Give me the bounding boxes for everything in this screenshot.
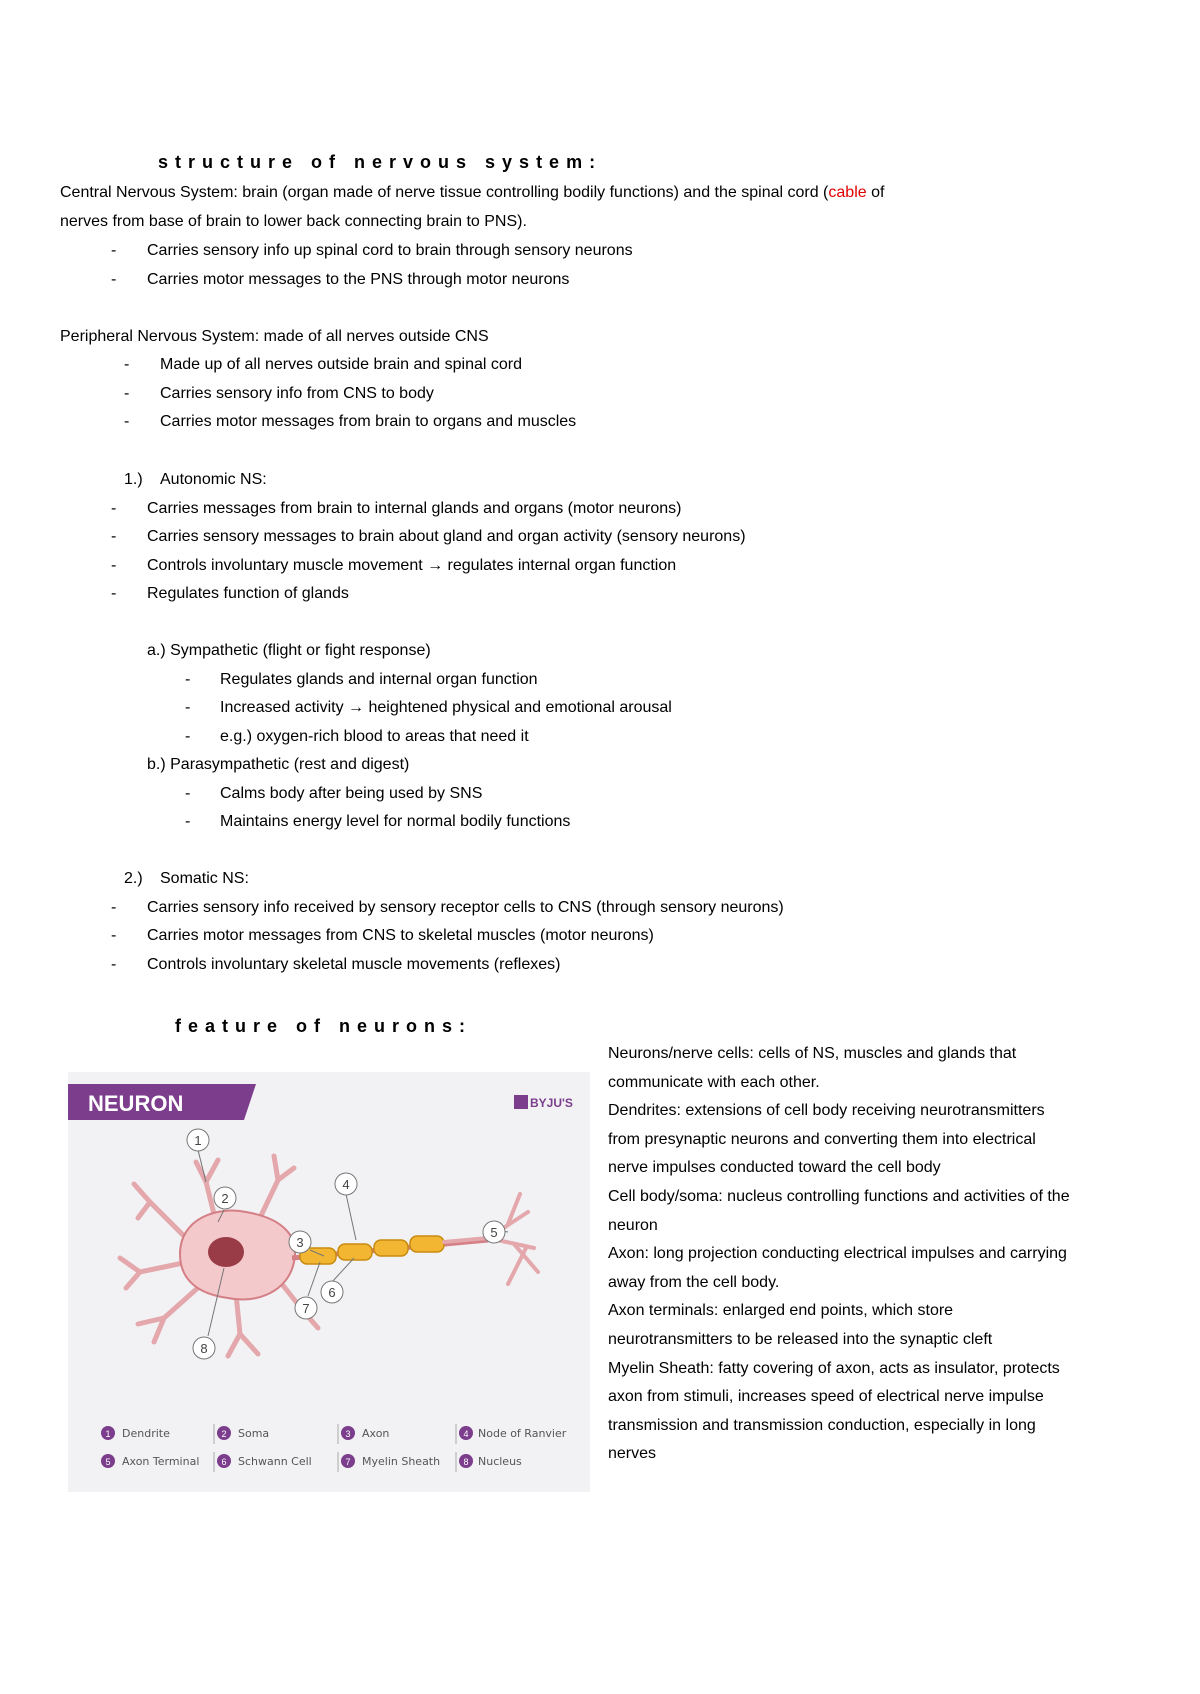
somatic-bullet-3: Controls involuntary skeletal muscle movements (reflexes) — [147, 956, 561, 973]
pns-title: Peripheral Nervous System: made of all nerves outside CNS — [60, 328, 489, 345]
somatic-bullet-2: Carries motor messages from CNS to skeletal muscles (motor neurons) — [147, 927, 654, 944]
bullet-dash: - — [111, 557, 117, 574]
legend — [101, 1424, 567, 1472]
pns-bullet-1: Made up of all nerves outside brain and spinal cord — [160, 356, 522, 373]
pns-bullet-2: Carries sensory info from CNS to body — [160, 385, 434, 402]
cns-line-1 — [60, 183, 884, 203]
autonomic-bullet-3: Controls involuntary muscle movement → regulates internal organ function — [147, 557, 677, 574]
section-heading-neurons: feature of neurons: — [175, 1016, 473, 1036]
svg-text:Nucleus: Nucleus — [478, 1455, 522, 1468]
svg-text:3: 3 — [345, 1429, 351, 1439]
definition-cell-body: Cell body/soma: nucleus controlling functions and activities of the neuron — [608, 1187, 1070, 1234]
somatic-number: 2.) — [124, 870, 143, 887]
bullet-dash: - — [111, 927, 117, 944]
definition-dendrites: Dendrites: extensions of cell body receiving neurotransmitters from presynaptic neurons and converting them into electrical nerve impulses conducted toward the cell body — [608, 1102, 1045, 1177]
svg-text:Axon Terminal: Axon Terminal — [122, 1455, 200, 1468]
bullet-dash: - — [111, 585, 117, 602]
neuron-diagram — [68, 1072, 590, 1492]
autonomic-title: Autonomic NS: — [160, 471, 267, 488]
autonomic-bullet-1: Carries messages from brain to internal glands and organs (motor neurons) — [147, 500, 682, 517]
legend-item-2 — [217, 1426, 269, 1440]
parasympathetic-bullet-1: Calms body after being used by SNS — [220, 785, 483, 802]
definition-myelin-sheath: Myelin Sheath: fatty covering of axon, acts as insulator, protects axon from stimuli, increases speed of electrical nerve impulse transmission and transmission conduction, especially in long nerves — [608, 1359, 1060, 1463]
myelin-sheath — [300, 1236, 444, 1264]
callout-1: 1 — [194, 1133, 202, 1148]
legend-item-8 — [459, 1454, 522, 1468]
cns-text-pre: Central Nervous System: brain (organ made of nerve tissue controlling bodily functions) and the spinal cord ( — [60, 184, 829, 201]
legend-item-7 — [341, 1454, 440, 1468]
bullet-dash: - — [185, 728, 191, 745]
callout-4: 4 — [342, 1177, 350, 1192]
cns-line-2: nerves from base of brain to lower back connecting brain to PNS). — [60, 213, 527, 230]
svg-text:5: 5 — [105, 1457, 111, 1467]
bullet-dash: - — [185, 699, 191, 716]
autonomic-bullet-4: Regulates function of glands — [147, 585, 349, 602]
bullet-dash: - — [185, 671, 191, 688]
bullet-dash: - — [124, 356, 130, 373]
sympathetic-bullet-1: Regulates glands and internal organ function — [220, 671, 538, 688]
svg-text:Myelin Sheath: Myelin Sheath — [362, 1455, 441, 1468]
section-heading-structure: structure of nervous system: — [158, 152, 603, 172]
somatic-title: Somatic NS: — [160, 870, 249, 887]
svg-text:Dendrite: Dendrite — [122, 1427, 170, 1440]
brand-logo-text: BYJU'S — [530, 1096, 573, 1110]
legend-item-6 — [217, 1454, 312, 1468]
svg-text:Schwann Cell: Schwann Cell — [238, 1455, 312, 1468]
autonomic-bullet-2: Carries sensory messages to brain about gland and organ activity (sensory neurons) — [147, 528, 746, 545]
callout-8: 8 — [200, 1341, 208, 1356]
parasympathetic-title: b.) Parasympathetic (rest and digest) — [147, 756, 410, 773]
sympathetic-title: a.) Sympathetic (flight or fight response) — [147, 642, 431, 659]
banner-title: NEURON — [88, 1091, 184, 1116]
svg-text:Axon: Axon — [362, 1427, 390, 1440]
bullet-dash: - — [111, 271, 117, 288]
legend-item-1 — [101, 1426, 170, 1440]
bullet-dash: - — [111, 500, 117, 517]
callout-6: 6 — [328, 1285, 336, 1300]
somatic-bullet-1: Carries sensory info received by sensory receptor cells to CNS (through sensory neurons) — [147, 899, 784, 916]
svg-text:4: 4 — [463, 1429, 469, 1439]
svg-text:Soma: Soma — [238, 1427, 270, 1440]
callout-2: 2 — [221, 1191, 229, 1206]
svg-text:2: 2 — [221, 1429, 227, 1439]
cns-bullet-2: Carries motor messages to the PNS through motor neurons — [147, 271, 570, 288]
definition-axon-terminals: Axon terminals: enlarged end points, which store neurotransmitters to be released into the synaptic cleft — [608, 1302, 993, 1348]
definition-neurons: Neurons/nerve cells: cells of NS, muscles and glands that communicate with each other. — [608, 1045, 1017, 1091]
autonomic-number: 1.) — [124, 471, 143, 488]
legend-item-3 — [341, 1426, 389, 1440]
bullet-dash: - — [124, 385, 130, 402]
bullet-dash: - — [111, 956, 117, 973]
sympathetic-bullet-3: e.g.) oxygen-rich blood to areas that need it — [220, 728, 529, 745]
bullet-dash: - — [111, 528, 117, 545]
svg-text:8: 8 — [463, 1457, 469, 1467]
nucleus — [208, 1237, 244, 1267]
cns-text-red: cable — [828, 184, 867, 201]
callout-5: 5 — [490, 1225, 498, 1240]
bullet-dash: - — [111, 899, 117, 916]
legend-item-4 — [459, 1426, 567, 1440]
bullet-dash: - — [124, 413, 130, 430]
callout-3: 3 — [296, 1235, 304, 1250]
svg-text:6: 6 — [221, 1457, 227, 1467]
svg-text:7: 7 — [345, 1457, 351, 1467]
callout-7: 7 — [302, 1301, 310, 1316]
svg-text:1: 1 — [105, 1429, 111, 1439]
bullet-dash: - — [185, 813, 191, 830]
svg-text:Node of Ranvier: Node of Ranvier — [478, 1427, 567, 1440]
legend-item-5 — [101, 1454, 199, 1468]
brand-logo-icon — [514, 1095, 528, 1109]
parasympathetic-bullet-2: Maintains energy level for normal bodily functions — [220, 813, 571, 830]
sympathetic-bullet-2: Increased activity → heightened physical and emotional arousal — [220, 699, 672, 716]
definition-axon: Axon: long projection conducting electrical impulses and carrying away from the cell body. — [608, 1245, 1067, 1291]
bullet-dash: - — [111, 242, 117, 259]
bullet-dash: - — [185, 785, 191, 802]
neuron-definitions — [608, 1040, 1078, 1469]
cns-text-post: of — [866, 184, 885, 201]
pns-bullet-3: Carries motor messages from brain to organs and muscles — [160, 413, 577, 430]
cns-bullet-1: Carries sensory info up spinal cord to brain through sensory neurons — [147, 242, 633, 259]
